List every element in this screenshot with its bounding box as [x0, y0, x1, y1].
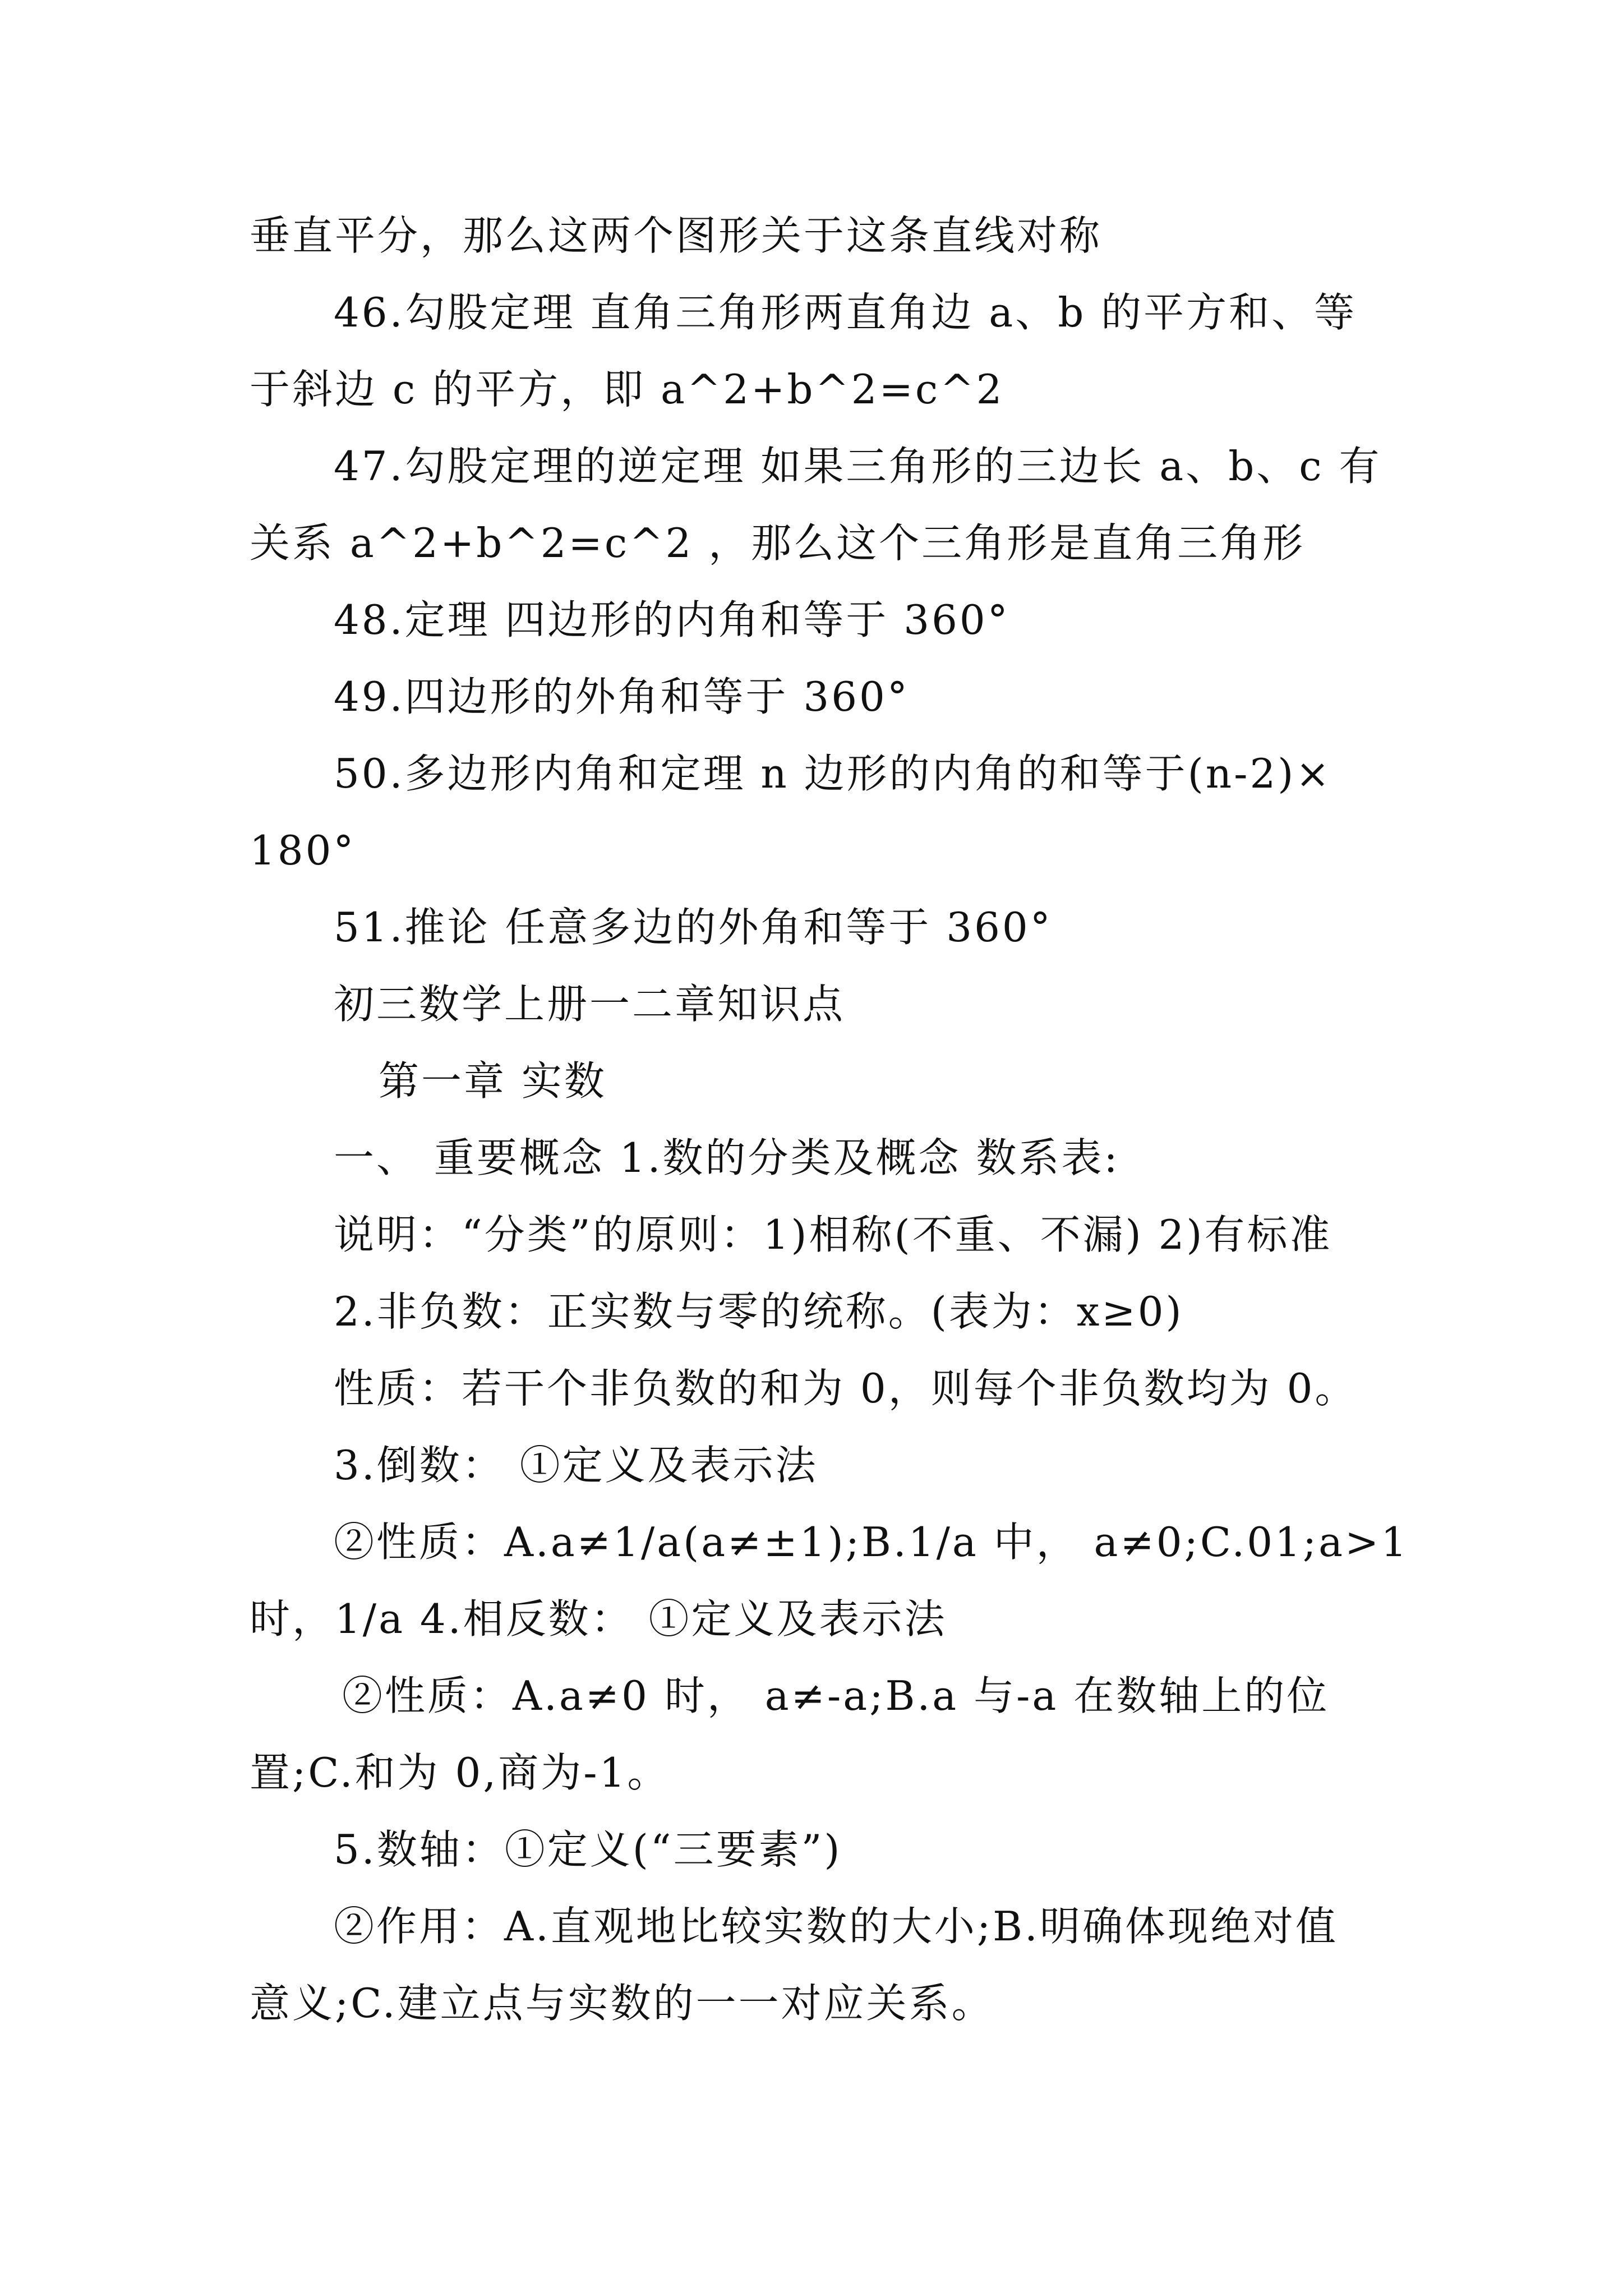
- text-line: ②性质：A.a≠1/a(a≠±1);B.1/a 中， a≠0;C.01;a>1: [334, 1519, 1409, 1566]
- text-line: 50.多边形内角和定理 n 边形的内角的和等于(n-2)×: [334, 750, 1332, 797]
- text-line: 一、 重要概念 1.数的分类及概念 数系表:: [334, 1134, 1120, 1181]
- text-line: 意义;C.建立点与实数的一一对应关系。: [250, 1980, 994, 2027]
- text-line: 时，1/a 4.相反数： ①定义及表示法: [250, 1595, 947, 1642]
- text-line: 5.数轴：①定义(“三要素”): [334, 1826, 842, 1873]
- text-line: 2.非负数：正实数与零的统称。(表为：x≥0): [334, 1288, 1184, 1335]
- text-line: 垂直平分，那么这两个图形关于这条直线对称: [250, 212, 1103, 259]
- text-line: 置;C.和为 0,商为-1。: [250, 1749, 670, 1796]
- text-line: ②性质：A.a≠0 时， a≠-a;B.a 与-a 在数轴上的位: [342, 1672, 1330, 1719]
- text-line: 48.定理 四边形的内角和等于 360°: [334, 596, 1010, 643]
- text-line: ②作用：A.直观地比较实数的大小;B.明确体现绝对值: [334, 1903, 1338, 1950]
- text-line: 性质：若干个非负数的和为 0，则每个非负数均为 0。: [334, 1365, 1358, 1412]
- text-line: 于斜边 c 的平方，即 a^2+b^2=c^2: [250, 366, 1004, 413]
- text-line: 49.四边形的外角和等于 360°: [334, 673, 910, 720]
- text-line: 3.倒数： ①定义及表示法: [334, 1442, 818, 1489]
- text-line: 说明：“分类”的原则：1)相称(不重、不漏) 2)有标准: [334, 1211, 1332, 1258]
- section-title: 初三数学上册一二章知识点: [334, 981, 846, 1028]
- text-line: 47.勾股定理的逆定理 如果三角形的三边长 a、b、c 有: [334, 443, 1382, 490]
- chapter-title: 第一章 实数: [379, 1057, 607, 1105]
- text-line: 180°: [250, 827, 356, 874]
- text-line: 46.勾股定理 直角三角形两直角边 a、b 的平方和、等: [334, 289, 1357, 336]
- text-line: 51.推论 任意多边的外角和等于 360°: [334, 904, 1053, 951]
- text-line: 关系 a^2+b^2=c^2 ，那么这个三角形是直角三角形: [250, 519, 1306, 567]
